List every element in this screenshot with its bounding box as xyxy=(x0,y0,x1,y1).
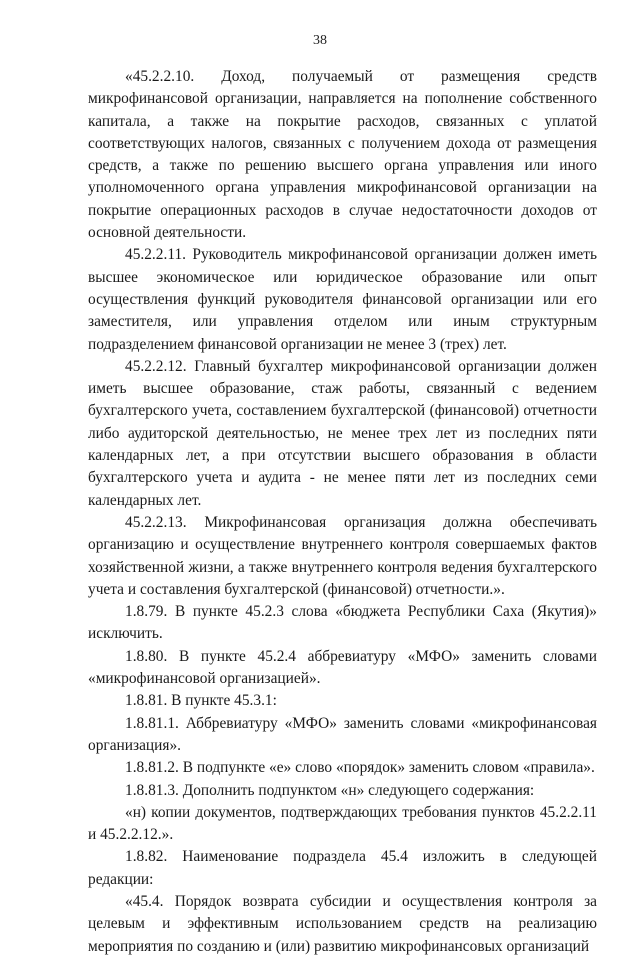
paragraph-1-8-81-2: 1.8.81.2. В подпункте «е» слово «порядок» заменить словом «правила». xyxy=(125,759,595,777)
paragraph-1-8-81-3: 1.8.81.3. Дополнить подпунктом «н» следующего содержания: xyxy=(125,781,535,799)
paragraph-45-2-2-12: 45.2.2.12. Главный бухгалтер микрофинансовой организации должен иметь высшее образование, стаж работы, связанный с ведением бухгалтерского учета, составлением бухгалтерской (финансовой) отчетности либо аудиторской деятельностью, не менее трех лет из последних пяти календарных лет, а при отсутствии высшего образования в области бухгалтерского учета и аудита - не менее пяти лет из последних семи календарных лет. xyxy=(88,357,597,509)
paragraph-1-8-81: 1.8.81. В пункте 45.3.1: xyxy=(125,692,277,710)
paragraph-1-8-80: 1.8.80. В пункте 45.2.4 аббревиатуру «МФО» заменить словами «микрофинансовой организацией». xyxy=(88,647,597,688)
paragraph-1-8-79: 1.8.79. В пункте 45.2.3 слова «бюджета Республики Саха (Якутия)» исключить. xyxy=(88,603,597,643)
paragraph-1-8-82: 1.8.82. Наименование подраздела 45.4 изложить в следующей редакции: xyxy=(88,848,597,888)
paragraph-1-8-81-1: 1.8.81.1. Аббревиатуру «МФО» заменить словами «микрофинансовая организация». xyxy=(88,714,597,754)
paragraph-45-2-2-10: «45.2.2.10. Доход, получаемый от размещения средств микрофинансовой организации, направляется на пополнение собственного капитала, а также на покрытие расходов, связанных с уплатой соответствующих налогов, связанных с получением дохода от размещения средств, а также по решению высшего органа управления или иного уполномоченного органа управления микрофинансовой организации на покрытие операционных расходов в случае недостаточности доходов от основной деятельности. xyxy=(88,68,597,242)
paragraph-45-2-2-11: 45.2.2.11. Руководитель микрофинансовой организации должен иметь высшее экономическое или юридическое образование или опыт осуществления функций руководителя финансовой организации или его заместителя, или управления отделом или иным структурным подразделением финансовой организации не менее 3 (трех) лет. xyxy=(88,246,597,353)
paragraph-subitem-n: «н) копии документов, подтверждающих требования пунктов 45.2.2.11 и 45.2.2.12.». xyxy=(88,803,597,844)
paragraph-45-4: «45.4. Порядок возврата субсидии и осуществления контроля за целевым и эффективным использованием средств на реализацию мероприятия по созданию и (или) развитию микрофинансовых организаций xyxy=(88,892,597,955)
paragraph-45-2-2-13: 45.2.2.13. Микрофинансовая организация должна обеспечивать организацию и осуществление внутреннего контроля совершаемых фактов хозяйственной жизни, а также внутреннего контроля ведения бухгалтерского учета и составления бухгалтерской (финансовой) отчетности.». xyxy=(88,513,597,598)
document-body xyxy=(88,66,597,958)
page-number: 38 xyxy=(313,33,327,48)
